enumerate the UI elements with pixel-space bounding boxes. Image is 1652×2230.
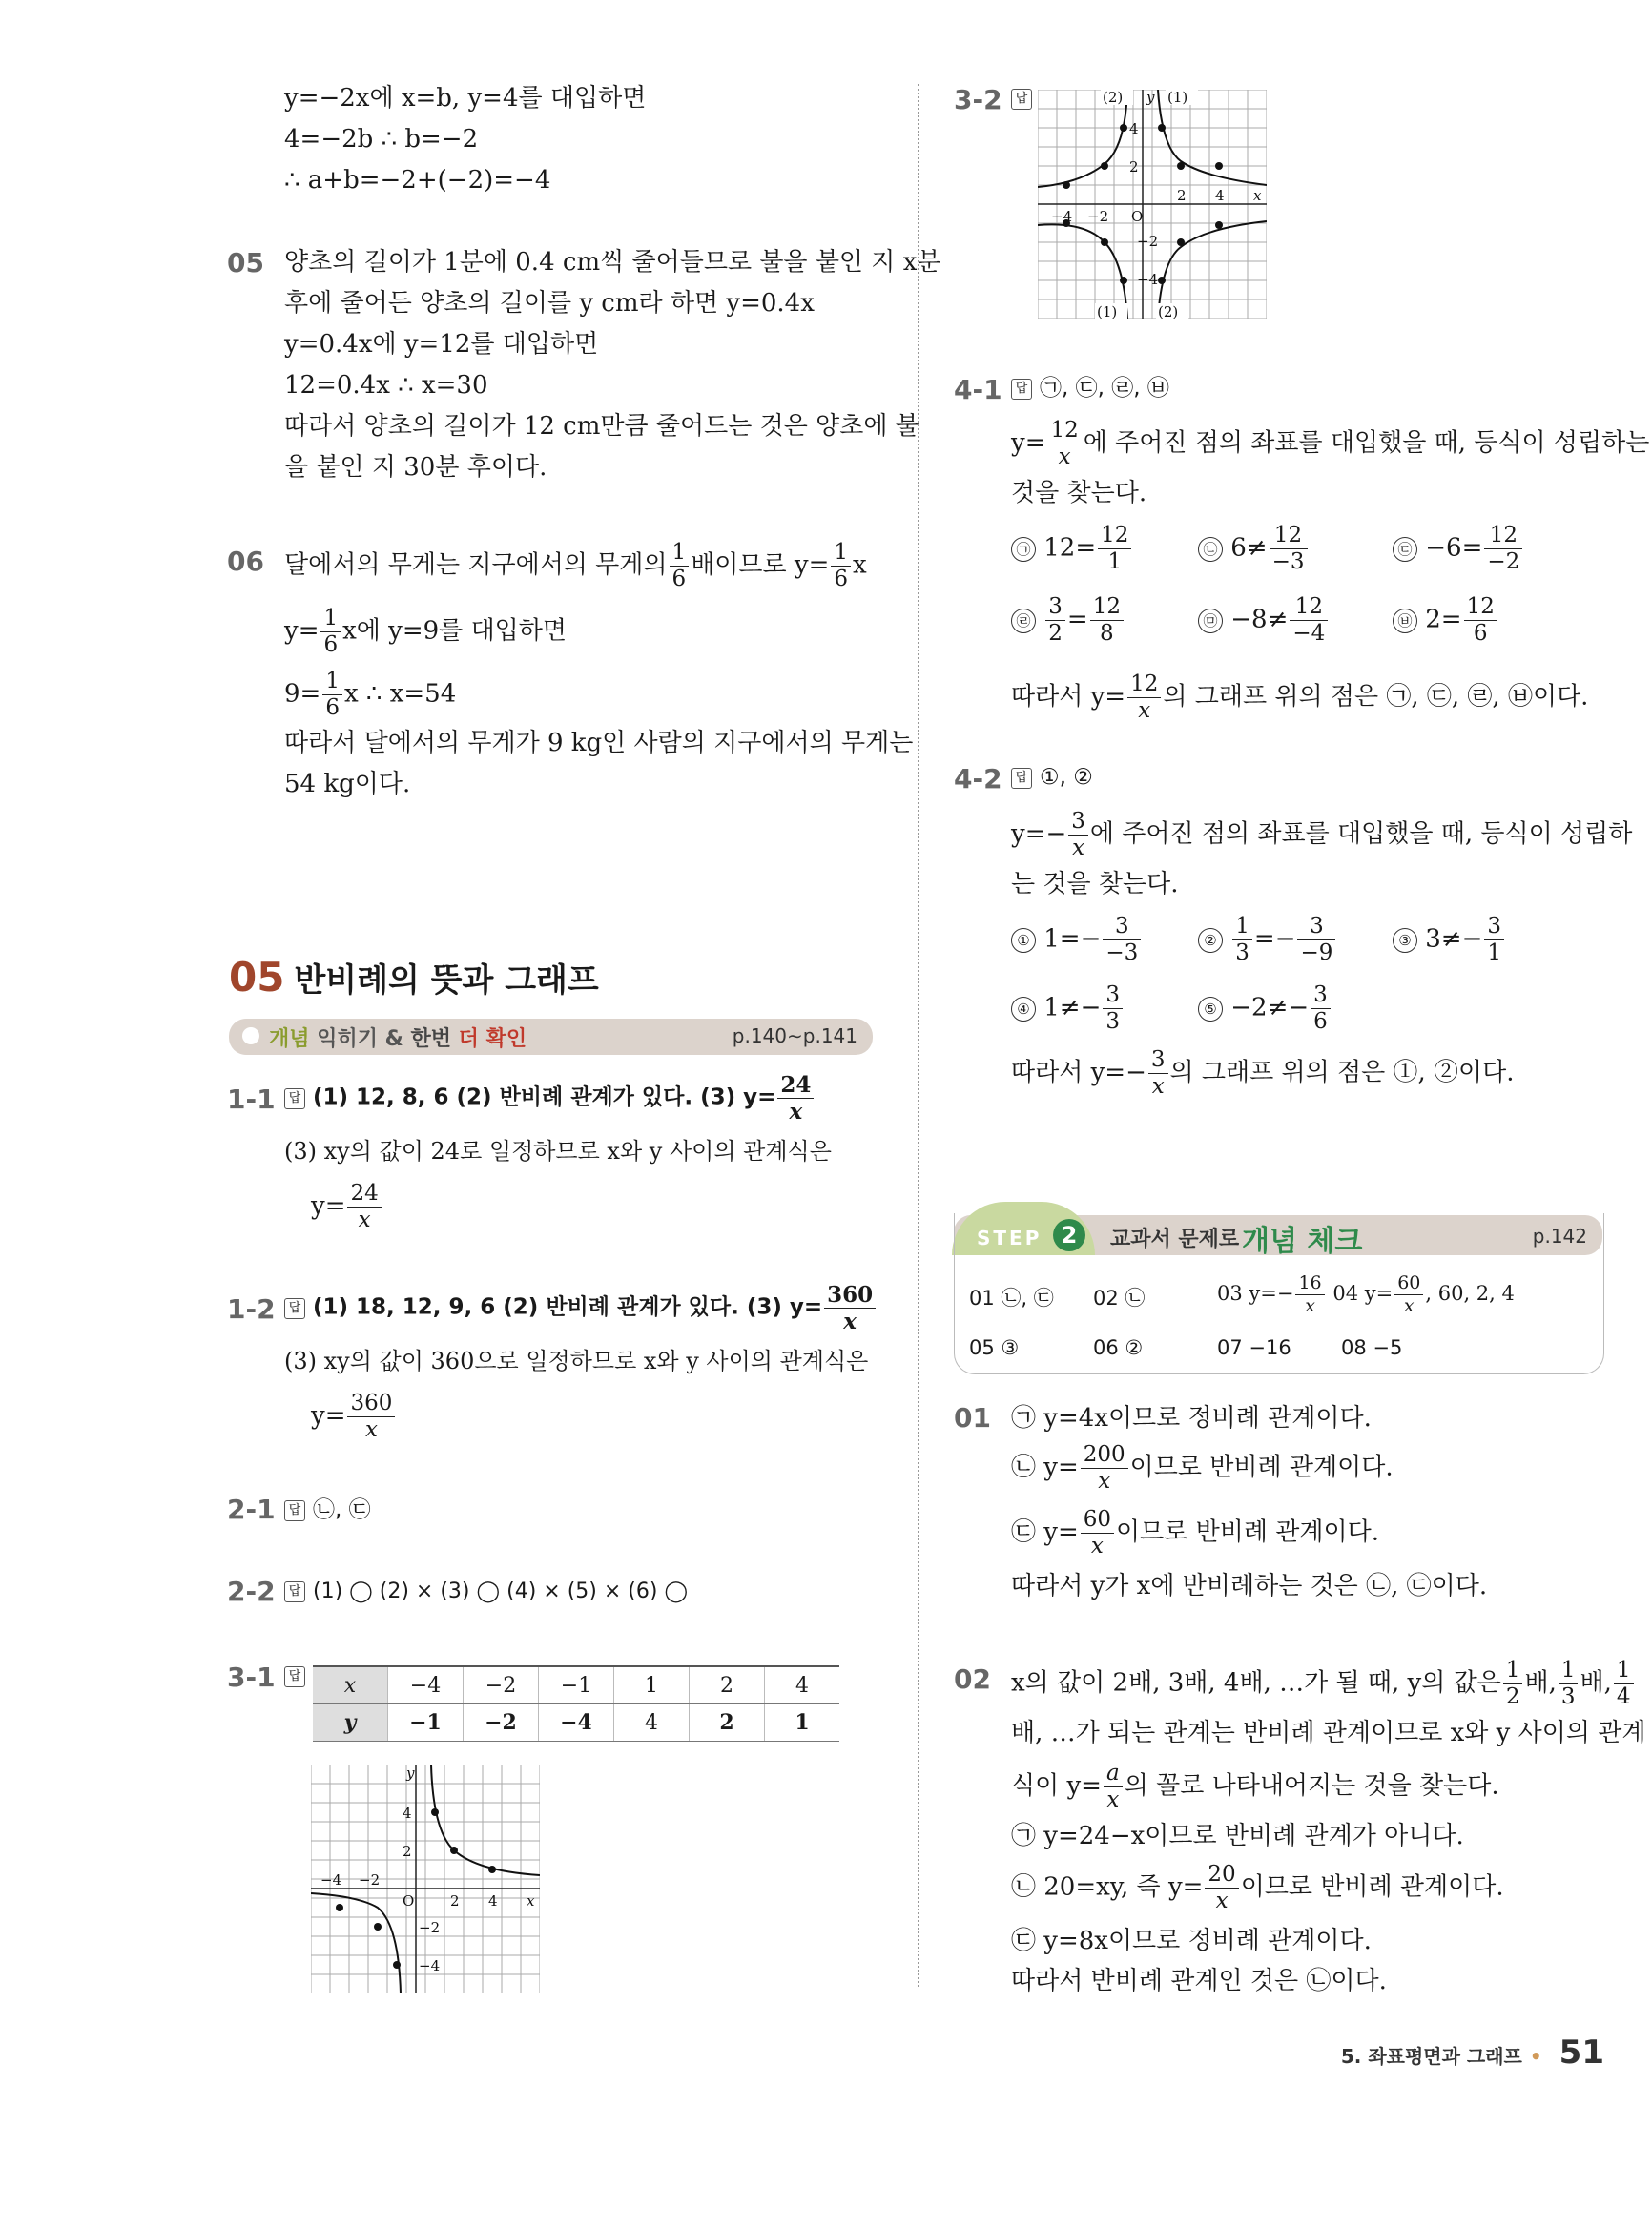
text-line: ㉡ y= $\frac{200}{x}$ 이므로 반비례 관계이다. — [1011, 1442, 1394, 1494]
tick-label: −4 — [1051, 208, 1073, 225]
check-item: ㉥ 2= $\frac{12}{6}$ — [1393, 596, 1499, 645]
summary-answer: 01 ㉡, ㉢ — [969, 1287, 1054, 1310]
check-item: ③ 3≠− $\frac{3}{1}$ — [1393, 916, 1506, 964]
point — [1101, 162, 1108, 170]
text-line — [284, 542, 867, 590]
answer-line: 답 ㉠, ㉢, ㉣, ㉥ — [1011, 372, 1169, 404]
text: x — [853, 550, 867, 580]
question-number: 4-1 — [954, 374, 1002, 405]
check-item: ② $\frac{1}{3}$ =− $\frac{3}{-9}$ — [1198, 916, 1337, 964]
summary-answer: 05 ③ — [969, 1336, 1020, 1359]
text-line: 는 것을 찾는다. — [1011, 870, 1179, 898]
text-line: 따라서 달에서의 무게가 9 kg인 사람의 지구에서의 무게는 — [284, 729, 914, 757]
text-line: 것을 찾는다. — [1011, 479, 1147, 507]
graph-3-1 — [311, 1765, 540, 1993]
chapter-title: 5. 좌표평면과 그래프 — [1340, 2045, 1522, 2068]
text-line: 배, …가 되는 관계는 반비례 관계이므로 x와 y 사이의 관계 — [1011, 1719, 1646, 1747]
summary-answer: 07 −16 — [1217, 1336, 1291, 1359]
fraction: $\frac{1}{6}$ — [670, 542, 690, 590]
check-item: ① 1=− $\frac{3}{-3}$ — [1011, 916, 1143, 964]
question-number: 05 — [227, 247, 264, 279]
answer-line: 답 (1) 18, 12, 9, 6 (2) 반비례 관계가 있다. (3) y= $\frac{360}{x}$ — [284, 1284, 878, 1332]
point — [1120, 124, 1127, 132]
text-line: 4=−2b ∴ b=−2 — [284, 125, 479, 154]
tick-label: 4 — [488, 1892, 498, 1910]
column-divider — [918, 84, 919, 1987]
tick-label: 2 — [1129, 158, 1139, 176]
curve-label: (1) — [1167, 90, 1188, 106]
table-cell: 4 — [765, 1666, 840, 1704]
curve-label: (1) — [1097, 303, 1118, 319]
tick-label: 2 — [403, 1843, 412, 1860]
tick-label: −4 — [1137, 271, 1159, 288]
step-label: STEP — [977, 1227, 1043, 1249]
text-line: 따라서 y=− $\frac{3}{x}$ 의 그래프 위의 점은 ①, ②이다. — [1011, 1047, 1515, 1099]
text: 배이므로 y= — [691, 550, 830, 580]
axis-label: y — [1146, 90, 1155, 106]
curve-label: (2) — [1158, 303, 1179, 319]
table-cell: −1 — [388, 1704, 464, 1742]
bullet-icon — [242, 1027, 259, 1044]
curve — [431, 1765, 540, 1875]
point — [1101, 238, 1108, 246]
summary-answer: 03 y=− $\frac{16}{x}$ 04 y= $\frac{60}{x}$ , 60, 2, 4 — [1217, 1272, 1515, 1316]
point — [1177, 162, 1185, 170]
text-line: 따라서 양초의 길이가 12 cm만큼 줄어드는 것은 양초에 불 — [284, 412, 919, 441]
fraction: $\frac{1}{6}$ — [831, 542, 851, 590]
tick-label: 2 — [450, 1892, 460, 1910]
answer-mark: 답 — [1011, 84, 1040, 113]
answer-mark: 답 — [284, 1662, 313, 1690]
text-line: y=0.4x에 y=12를 대입하면 — [284, 330, 599, 359]
text-line: ㉠ y=24−x이므로 반비례 관계가 아니다. — [1011, 1822, 1464, 1850]
text-line: y= $\frac{1}{6}$ x에 y=9를 대입하면 — [284, 606, 568, 657]
page-number: 51 — [1559, 2034, 1604, 2072]
summary-answer: 06 ② — [1093, 1336, 1144, 1359]
point — [1215, 162, 1223, 170]
answer-line: 답 (1) ◯ (2) × (3) ◯ (4) × (5) × (6) ◯ — [284, 1576, 688, 1608]
text-line: 을 붙인 지 30분 후이다. — [284, 453, 547, 482]
page-range: p.142 — [1532, 1225, 1587, 1248]
question-number: 3-2 — [954, 84, 1002, 115]
text-line: y= $\frac{360}{x}$ — [311, 1393, 397, 1441]
tick-label: −2 — [1087, 208, 1109, 225]
text-line: 따라서 y가 x에 반비례하는 것은 ㉡, ㉢이다. — [1011, 1572, 1488, 1600]
point — [431, 1808, 439, 1816]
check-item: ㉠ 12= $\frac{12}{1}$ — [1011, 525, 1133, 573]
summary-answer: 02 ㉡ — [1093, 1287, 1146, 1310]
point — [1158, 277, 1166, 284]
axis-label: x — [527, 1892, 535, 1910]
text-line: ∴ a+b=−2+(−2)=−4 — [284, 166, 551, 195]
check-item: ㉣ $\frac{3}{2}$ = $\frac{12}{8}$ — [1011, 596, 1125, 645]
text-line: x의 값이 2배, 3배, 4배, …가 될 때, y의 값은 $\frac{1}{2}$ 배, $\frac{1}{3}$ 배, $\frac{1}{4}$ — [1011, 1660, 1636, 1708]
text-line: ㉢ y= $\frac{60}{x}$ 이므로 반비례 관계이다. — [1011, 1507, 1379, 1559]
text-line: y=− $\frac{3}{x}$ 에 주어진 점의 좌표를 대입했을 때, 등식이 성립하 — [1011, 809, 1633, 860]
point — [336, 1904, 343, 1911]
question-number: 3-1 — [227, 1662, 276, 1693]
origin-label: O — [1131, 208, 1144, 225]
table-cell: 2 — [690, 1704, 765, 1742]
check-item: ㉡ 6≠ $\frac{12}{-3}$ — [1198, 525, 1310, 573]
tick-label: −2 — [1137, 233, 1159, 250]
check-item: ④ 1≠− $\frac{3}{3}$ — [1011, 984, 1125, 1033]
text-line: (3) xy의 값이 24로 일정하므로 x와 y 사이의 관계식은 — [284, 1138, 832, 1165]
point — [1158, 124, 1166, 132]
point — [1215, 221, 1223, 229]
question-number: 06 — [227, 546, 264, 577]
check-item: ㉢ −6= $\frac{12}{-2}$ — [1393, 525, 1524, 573]
answer-line: 답 ①, ② — [1011, 761, 1093, 794]
text-line: 양초의 길이가 1분에 0.4 cm씩 줄어들므로 불을 붙인 지 x분 — [284, 248, 941, 277]
question-number: 1-2 — [227, 1293, 276, 1325]
point — [1120, 277, 1127, 284]
section-title — [229, 954, 599, 1001]
value-table — [313, 1665, 839, 1742]
answer-line: 답 ㉡, ㉢ — [284, 1494, 371, 1526]
question-number: 1-1 — [227, 1084, 276, 1115]
text-line: 12=0.4x ∴ x=30 — [284, 371, 488, 400]
section-title-text: 반비례의 뜻과 그래프 — [294, 961, 599, 1000]
question-number: 2-2 — [227, 1576, 276, 1607]
tick-label: −2 — [419, 1919, 441, 1936]
section-number: 05 — [229, 954, 285, 1001]
point — [393, 1961, 401, 1969]
question-number: 01 — [954, 1402, 991, 1434]
question-number: 02 — [954, 1663, 991, 1695]
table-cell: 1 — [614, 1666, 690, 1704]
text-line: 9= $\frac{1}{6}$ x ∴ x=54 — [284, 669, 457, 720]
table-header: y — [313, 1704, 388, 1742]
concept-bar: 개념 익히기 & 한번 더 확인 p.140∼p.141 — [229, 1019, 873, 1055]
step-title: 교과서 문제로 — [1110, 1228, 1240, 1251]
origin-label: O — [403, 1892, 415, 1910]
tick-label: −4 — [320, 1871, 342, 1889]
text-line: 따라서 y= $\frac{12}{x}$ 의 그래프 위의 점은 ㉠, ㉢, ㉣, ㉥이다. — [1011, 671, 1589, 723]
curve-label: (2) — [1103, 90, 1124, 106]
tick-label: −2 — [359, 1871, 381, 1889]
page-footer: 5. 좌표평면과 그래프 • 51 — [1340, 2034, 1604, 2072]
tick-label: −4 — [419, 1957, 441, 1974]
text-line: (3) xy의 값이 360으로 일정하므로 x와 y 사이의 관계식은 — [284, 1348, 869, 1374]
table-cell: −4 — [539, 1704, 614, 1742]
check-item: ⑤ −2≠− $\frac{3}{6}$ — [1198, 984, 1332, 1033]
text-line: y= $\frac{24}{x}$ — [311, 1183, 383, 1231]
text-line: ㉠ y=4x이므로 정비례 관계이다. — [1011, 1404, 1372, 1433]
text-line: 54 kg이다. — [284, 770, 411, 798]
page-range: p.140∼p.141 — [732, 1024, 857, 1047]
axis-label: x — [1253, 187, 1262, 204]
table-header: x — [313, 1666, 388, 1704]
summary-answer: 08 −5 — [1341, 1336, 1403, 1359]
text-line: 식이 y= $\frac{a}{x}$ 의 꼴로 나타내어지는 것을 찾는다. — [1011, 1761, 1499, 1812]
text-line: 따라서 반비례 관계인 것은 ㉡이다. — [1011, 1967, 1387, 1995]
table-cell: −1 — [539, 1666, 614, 1704]
point — [1063, 181, 1070, 189]
text-line: 후에 줄어든 양초의 길이를 y cm라 하면 y=0.4x — [284, 289, 815, 318]
question-number: 4-2 — [954, 763, 1002, 795]
table-cell: 2 — [690, 1666, 765, 1704]
check-item: ㉤ −8≠ $\frac{12}{-4}$ — [1198, 596, 1330, 645]
text: 달에서의 무게는 지구에서의 무게의 — [284, 550, 668, 580]
table-cell: −4 — [388, 1666, 464, 1704]
step-title-highlight: 개념 체크 — [1242, 1225, 1363, 1258]
table-cell: 1 — [765, 1704, 840, 1742]
table-cell: −2 — [464, 1704, 539, 1742]
tick-label: 4 — [403, 1805, 412, 1822]
tick-label: 4 — [1215, 187, 1225, 204]
graph-3-2 — [1038, 90, 1267, 319]
point — [374, 1923, 382, 1931]
step-number: 2 — [1053, 1219, 1085, 1251]
point — [488, 1866, 496, 1873]
text-line: y= $\frac{12}{x}$ 에 주어진 점의 좌표를 대입했을 때, 등식이 성립하는 — [1011, 418, 1650, 469]
table-cell: 4 — [614, 1704, 690, 1742]
text-line: y=−2x에 x=b, y=4를 대입하면 — [284, 84, 647, 113]
question-number: 2-1 — [227, 1494, 276, 1525]
tick-label: 4 — [1129, 120, 1139, 137]
table-cell: −2 — [464, 1666, 539, 1704]
point — [450, 1847, 458, 1854]
tick-label: 2 — [1177, 187, 1187, 204]
axis-label: y — [406, 1765, 415, 1782]
point — [1177, 238, 1185, 246]
answer-line: 답 (1) 12, 8, 6 (2) 반비례 관계가 있다. (3) y= $\frac{24}{x}$ — [284, 1074, 816, 1123]
text-line: ㉢ y=8x이므로 정비례 관계이다. — [1011, 1927, 1372, 1955]
text-line: ㉡ 20=xy, 즉 y= $\frac{20}{x}$ 이므로 반비례 관계이다. — [1011, 1862, 1504, 1913]
